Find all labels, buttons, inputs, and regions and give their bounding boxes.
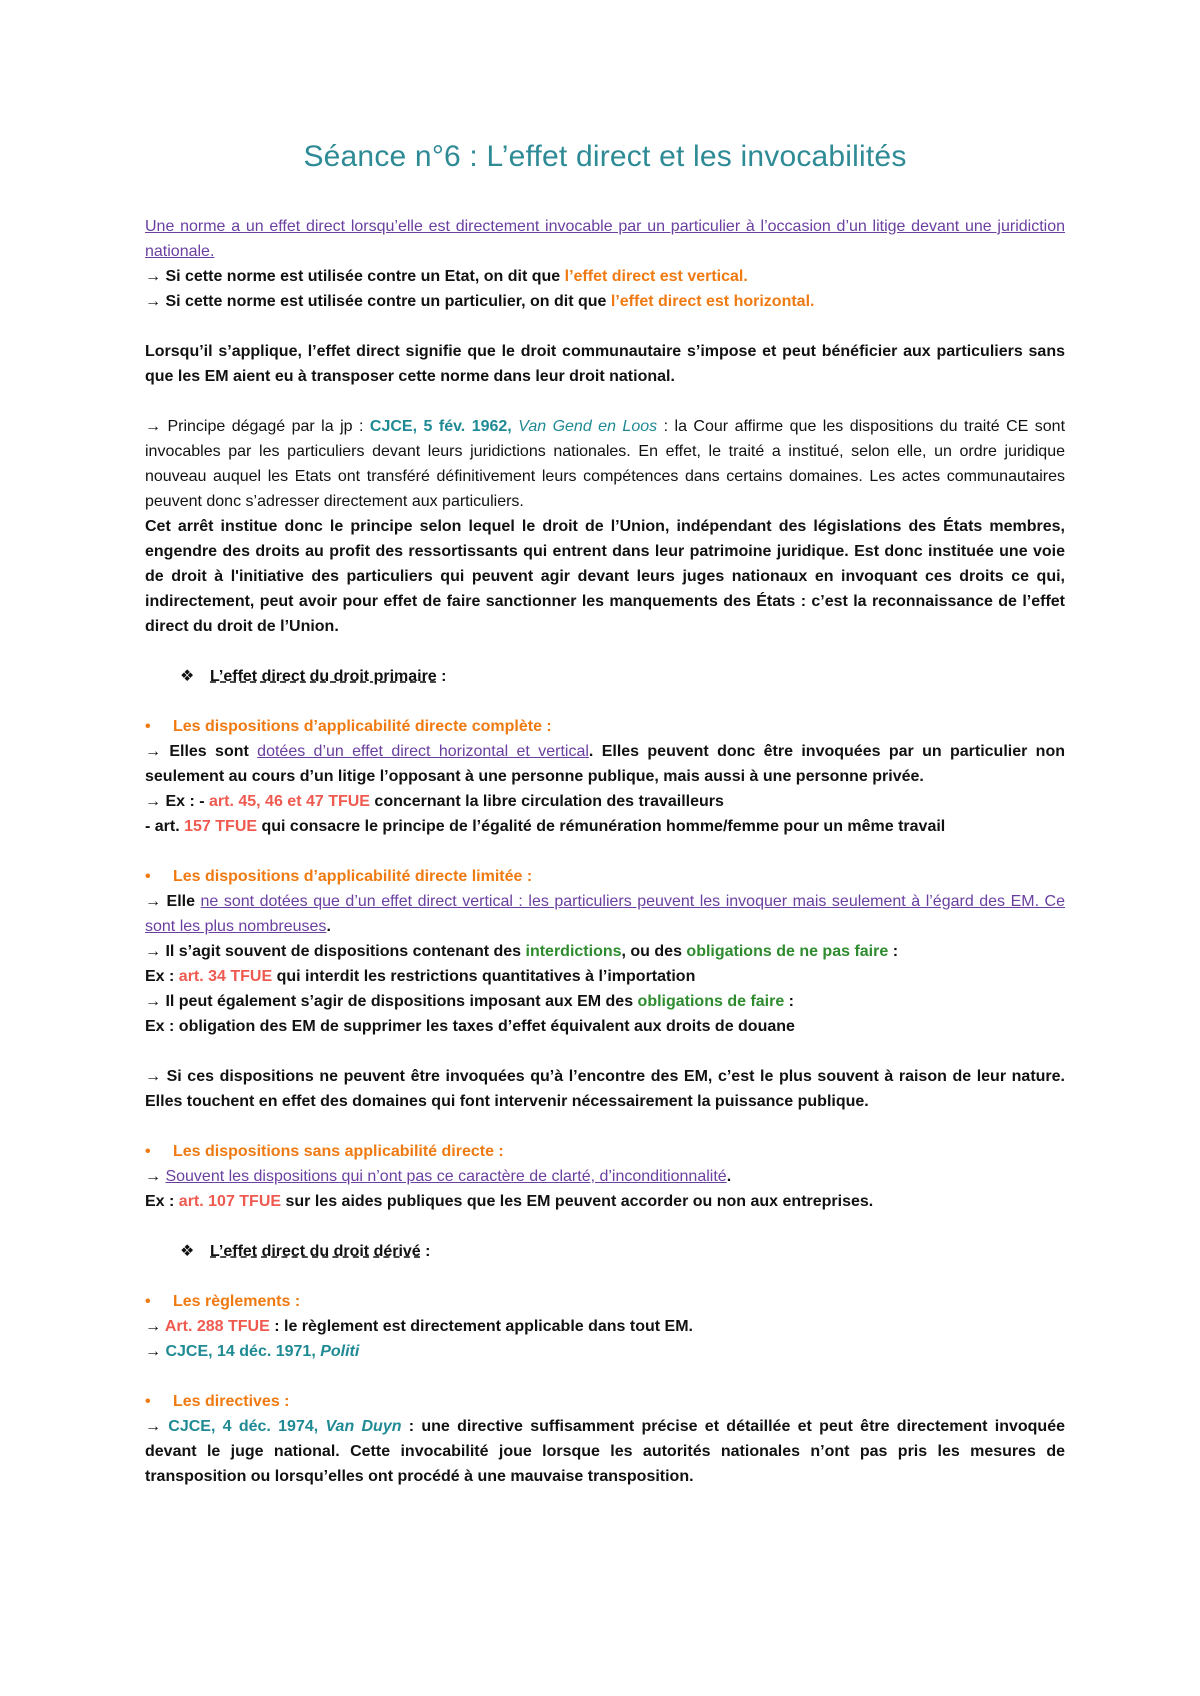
limited-line-3 <box>145 964 1065 989</box>
green-term: interdictions <box>525 943 622 960</box>
line-prefix: → Elle <box>145 893 201 910</box>
case-name: Van Duyn <box>325 1418 402 1435</box>
case-name: Van Gend en Loos <box>518 418 658 435</box>
limited-line-6: → Si ces dispositions ne peuvent être invoquées qu’à l’encontre des EM, c’est le plus souvent à raison de leur nature. Elles touchent en effet des domaines qui font intervenir nécessairement la puissance publique. <box>145 1068 1065 1110</box>
line-prefix: Ex : <box>145 1193 179 1210</box>
section-heading-suffix: : <box>420 1243 431 1260</box>
limited-line-5: Ex : obligation des EM de supprimer les taxes d’effet équivalent aux droits de douane <box>145 1018 795 1035</box>
bullet-icon: • <box>145 1143 151 1160</box>
section-heading-derived <box>145 1239 1065 1264</box>
diamond-bullet-icon: ❖ <box>180 1243 195 1260</box>
definition-text: Une norme a un effet direct lorsqu’elle est directement invocable par un particulier à l’occasion d’un litige devant une juridiction nationale. <box>145 218 1065 260</box>
article-ref: art. 34 TFUE <box>178 968 273 985</box>
reglements-line-1 <box>145 1314 1065 1339</box>
none-link: Souvent les dispositions qui n’ont pas ce caractère de clarté, d’inconditionnalité <box>165 1168 727 1185</box>
line-prefix: → Il peut également s’agir de dispositions imposant aux EM des <box>145 993 638 1010</box>
case-reference: CJCE, 4 déc. 1974, <box>168 1418 326 1435</box>
green-term: obligations de ne pas faire <box>686 943 889 960</box>
article-ref: Art. 288 TFUE <box>164 1318 270 1335</box>
horizontal-highlight: l’effet direct est horizontal. <box>610 293 815 310</box>
line-prefix: - art. <box>145 818 185 835</box>
line-suffix: . <box>726 1168 732 1185</box>
page-title: Séance n°6 : L’effet direct et les invocabilités <box>303 140 907 173</box>
complete-line-1 <box>145 739 1065 789</box>
article-ref: art. 107 TFUE <box>178 1193 282 1210</box>
principle-paragraph-2: Cet arrêt institue donc le principe selon lequel le droit de l’Union, indépendant des législations des États membres, engendre des droits au profit des ressortissants qui entrent dans leur patrimoine juridique. Est donc instituée une voie de droit à l'initiative des particuliers qui peuvent agir devant leurs juges nationaux en invoquant ces droits ce qui, indirectement, peut avoir pour effet de faire sanctionner les manquements des États : c’est la reconnaissance de l’effet direct du droit de l’Union. <box>145 518 1065 635</box>
bullet-title: Les dispositions d’applicabilité directe limitée : <box>173 868 533 885</box>
diamond-bullet-icon: ❖ <box>180 668 195 685</box>
section-heading-text: L’effet direct du droit primaire <box>210 668 437 685</box>
line-prefix: → <box>145 1343 166 1360</box>
green-term: obligations de faire <box>637 993 785 1010</box>
section-heading-primary <box>145 664 1065 689</box>
effect-paragraph: Lorsqu’il s’applique, l’effet direct signifie que le droit communautaire s’impose et peut bénéficier aux particuliers sans que les EM aient eu à transposer cette norme dans leur droit national. <box>145 343 1065 385</box>
case-name: Politi <box>320 1343 360 1360</box>
bullet-icon: • <box>145 868 151 885</box>
complete-example-1 <box>145 789 1065 814</box>
article-ref: art. 45, 46 et 47 TFUE <box>209 793 370 810</box>
directives-line-1 <box>145 1414 1065 1489</box>
line-suffix: . Elles peuvent donc être invoquées par un particulier non seulement au cours d’un litige l’opposant à une personne publique, mais aussi à une personne privée. <box>145 743 1066 785</box>
vertical-line <box>145 264 1065 289</box>
case-reference: CJCE, 5 fév. 1962, <box>369 418 519 435</box>
none-line-2 <box>145 1189 1065 1214</box>
line-suffix: : une directive suffisamment précise et détaillée et peut être directement invoquée devant le juge national. Cette invocabilité joue lorsque les autorités nationales n’ont pas pris les mesures de transposition ou lorsqu’elles ont procédé à une mauvaise transposition. <box>145 1418 1066 1485</box>
principle-paragraph <box>145 414 1065 514</box>
limited-link: ne sont dotées que d’un effet direct vertical : les particuliers peuvent les invoquer mais seulement à l’égard des EM. Ce sont les plus nombreuses <box>145 893 1066 935</box>
vertical-prefix: → Si cette norme est utilisée contre un Etat, on dit que <box>145 268 565 285</box>
reglements-line-2 <box>145 1339 1065 1364</box>
bullet-title: Les dispositions sans applicabilité directe : <box>173 1143 504 1160</box>
bullet-icon: • <box>145 1293 151 1310</box>
principle-text: : la Cour affirme que les dispositions du traité CE sont invocables par les particuliers devant leurs juridictions nationales. En effet, le traité a institué, selon elle, un ordre juridique nouveau auquel les Etats ont transféré définitivement leurs compétences dans certains domaines. Les actes communautaires peuvent donc s’adresser directement aux particuliers. <box>145 418 1066 510</box>
line-suffix: concernant la libre circulation des travailleurs <box>369 793 724 810</box>
line-prefix: → Il s’agit souvent de dispositions contenant des <box>145 943 526 960</box>
line-prefix: → <box>145 1318 165 1335</box>
line-prefix: → Ex : - <box>145 793 210 810</box>
bullet-reglements <box>145 1289 1065 1314</box>
limited-line-4 <box>145 989 1065 1014</box>
none-line-1 <box>145 1164 1065 1189</box>
bullet-title: Les dispositions d’applicabilité directe complète : <box>173 718 552 735</box>
line-suffix: qui interdit les restrictions quantitatives à l’importation <box>272 968 696 985</box>
bullet-applicabilite-complete <box>145 714 1065 739</box>
horizontal-prefix: → Si cette norme est utilisée contre un particulier, on dit que <box>145 293 611 310</box>
bullet-icon: • <box>145 718 151 735</box>
bullet-title: Les règlements : <box>173 1293 301 1310</box>
complete-link: dotées d’un effet direct horizontal et vertical <box>257 743 589 760</box>
vertical-highlight: l’effet direct est vertical. <box>564 268 748 285</box>
bullet-sans-applicabilite <box>145 1139 1065 1164</box>
line-suffix: qui consacre le principe de l’égalité de rémunération homme/femme pour un même travail <box>257 818 946 835</box>
line-suffix: : <box>784 993 795 1010</box>
document-page <box>145 140 1065 1489</box>
section-heading-text: L’effet direct du droit dérivé <box>210 1243 421 1260</box>
horizontal-line <box>145 289 1065 314</box>
article-ref: 157 TFUE <box>184 818 258 835</box>
bullet-applicabilite-limitee <box>145 864 1065 889</box>
definition-paragraph <box>145 214 1065 264</box>
bullet-title: Les directives : <box>173 1393 290 1410</box>
line-prefix: → <box>145 1418 169 1435</box>
bullet-directives <box>145 1389 1065 1414</box>
line-prefix: → Elles sont <box>145 743 258 760</box>
line-suffix: . <box>326 918 331 935</box>
line-prefix: Ex : <box>145 968 179 985</box>
line-suffix: : le règlement est directement applicable dans tout EM. <box>269 1318 693 1335</box>
line-suffix: : <box>888 943 899 960</box>
line-suffix: sur les aides publiques que les EM peuvent accorder ou non aux entreprises. <box>281 1193 874 1210</box>
section-heading-suffix: : <box>436 668 447 685</box>
case-reference: CJCE, 14 déc. 1971, <box>165 1343 321 1360</box>
limited-line-2 <box>145 939 1065 964</box>
line-prefix: → <box>145 1168 166 1185</box>
complete-example-2 <box>145 814 1065 839</box>
bullet-icon: • <box>145 1393 151 1410</box>
principle-prefix: → Principe dégagé par la jp : <box>145 418 370 435</box>
limited-line-1 <box>145 889 1065 939</box>
line-mid: , ou des <box>621 943 687 960</box>
